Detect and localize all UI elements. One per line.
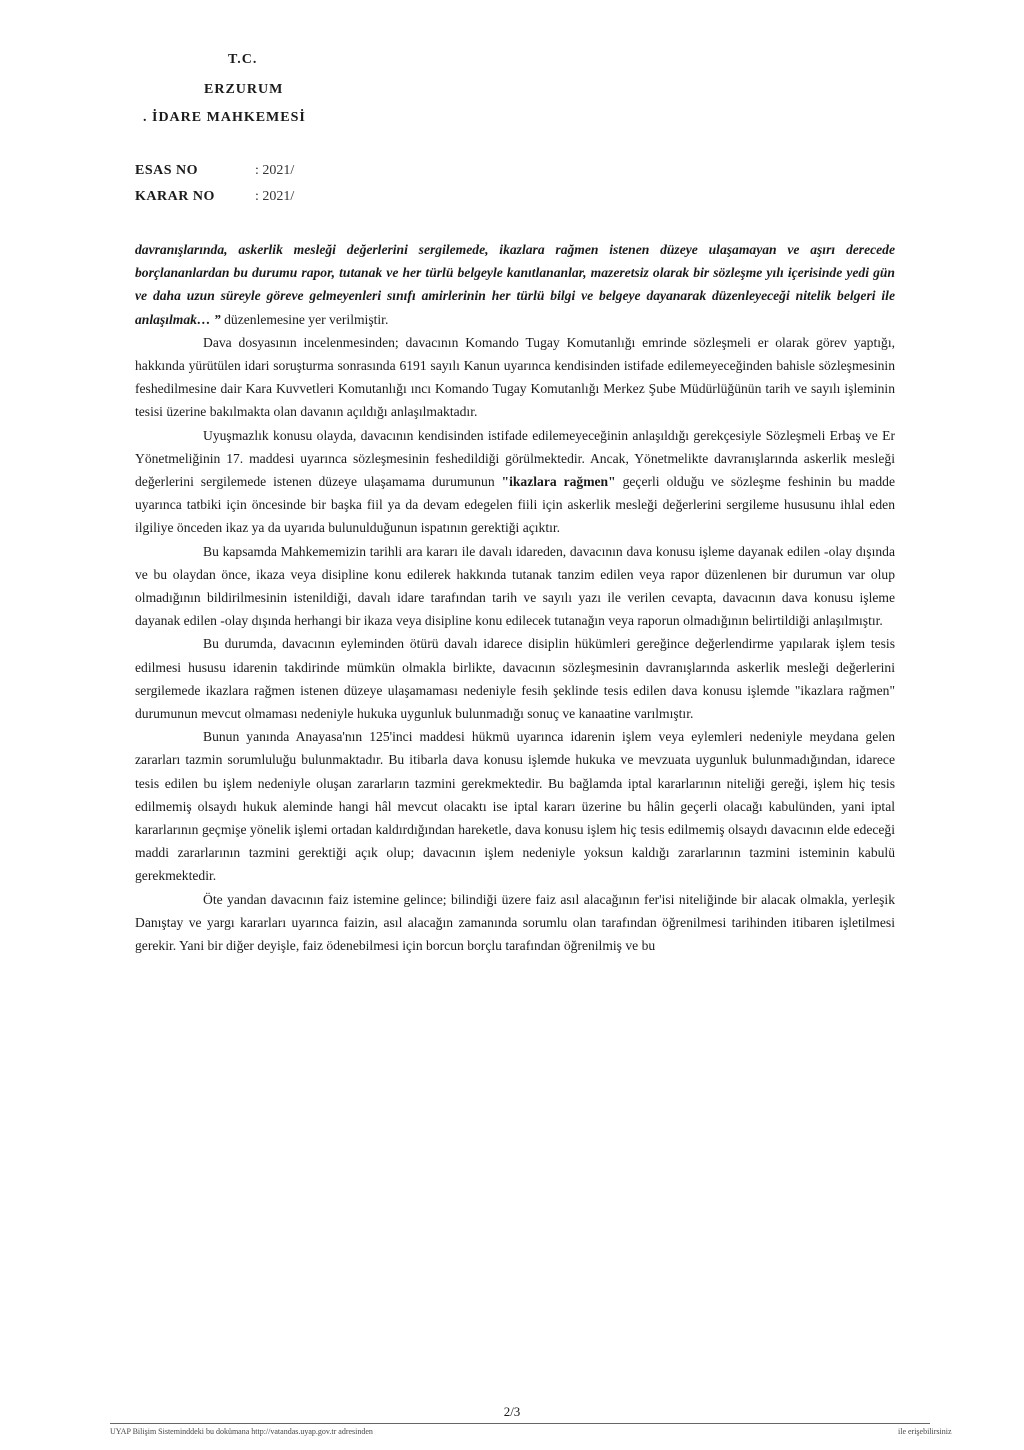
paragraph-regulation-quote [135, 238, 895, 331]
footer-access-note: ile erişebilirsiniz [898, 1427, 952, 1436]
footer-uyap-note: UYAP Bilişim Sisteminddeki bu dokümana http://vatandas.uyap.gov.tr adresinden [110, 1427, 373, 1436]
esas-no-value: : 2021/ [255, 163, 295, 178]
paragraph-case-file: Dava dosyasının incelenmesinden; davacının Komando Tugay Komutanlığı emrinde sözleşmeli er olarak görev yaptığı, hakkında yürütülen idari soruşturma sonrasında 6191 sayılı Kanun uyarınca kendisinden istifade edilemeyeceğinden bahisle sözleşmesinin feshedilmesine dair Kara Kuvvetleri Komutanlığı ıncı Komando Tugay Komutanlığı Merkez Şube Müdürlüğünün tarih ve sayılı işleminin tesisi üzerine bakılmakta olan davanın açıldığı anlaşılmaktadır. [135, 334, 895, 420]
regulation-quote: davranışlarında, askerlik mesleği değerlerini sergilemede, ikazlara rağmen istenen düzeye ulaşamayan ve aşırı derecede borçlananlardan bu durumu rapor, tutanak ve her türlü belgeyle kanıtlananlar, mazeretsiz olarak bir sözleşme yılı içerisinde yedi gün ve daha uzun süreyle göreve gelmeyenleri sınıfı amirlerinin her türlü bilgi ve belgeye dayanarak düzenleyeceği nitelik belgeri ile anlaşılmak… ” [135, 242, 895, 327]
paragraph-conclusion: Bu durumda, davacının eyleminden ötürü davalı idarece disiplin hükümleri gereğince değerlendirme yapılarak işlem tesis edilmesi hususu idarenin takdirinde mümkün olmakla birlikte, davacının sözleşmesinin davranışlarında askerlik mesleği değerlerini sergilemede ikazlara rağmen istenen düzeye ulaşamaması nedeniyle fesih şeklinde tesis edilen dava konusu işlemde "ikazlara rağmen" durumunun mevcut olmaması nedeniyle hukuka uygunluk bulunmadığı sonuç ve kanaatine varılmıştır. [135, 636, 895, 722]
paragraph-interest: Öte yandan davacının faiz istemine gelince; bilindiği üzere faiz asıl alacağının fer'isi niteliğinde bir alacak olmakla, yerleşik Danıştay ve yargı kararları uyarınca faizin, asıl alacağın zamanında sorumlu olan tarafından öğrenilmesi tarihinden itibaren işletilmesi gerekir. Yani bir diğer deyişle, faiz ödenebilmesi için borcun borçlu tarafından öğrenilmiş ve bu [135, 891, 895, 954]
header-city: ERZURUM [204, 82, 284, 97]
footer-divider [110, 1423, 930, 1424]
esas-no-label: ESAS NO [135, 163, 199, 178]
regulation-quote-tail: düzenlemesine yer verilmiştir. [220, 311, 389, 327]
header-tc: T.C. [228, 52, 258, 67]
dispute-text-b: geçerli olduğu ve sözleşme feshinin bu madde uyarınca tatbiki için öncesinde bir başka fiil ya da devam edegelen fiili için askerlik mesleği değerlerini sergileme hususunu ihlal eden ilgiliye önceden ikaz ya da uyarıda bulunulduğunun ispatının gerektiği açıktır. [135, 474, 896, 536]
dispute-text-bold: "ikazlara rağmen" [501, 474, 616, 490]
karar-no-value: : 2021/ [255, 189, 295, 204]
karar-no-label: KARAR NO [135, 189, 215, 204]
paragraph-compensation: Bunun yanında Anayasa'nın 125'inci maddesi hükmü uyarınca idarenin işlem veya eylemleri nedeniyle meydana gelen zararları tazmin sorumluluğu bulunmaktadır. Bu itibarla dava konusu işlemde hukuka ve mevzuata uygunluk bulunmadığından, idarece tesis edilen bu işlem nedeniyle oluşan zararların tazmini gerekmektedir. Bu bağlamda iptal kararlarının niteliği gereği, işlem hiç tesis edilmemiş olsaydı hukuk aleminde hangi hâl mevcut olacaktı ise iptal kararı üzerine bu hâlin geçerli olacağı kabulünden, yani iptal kararlarının geçmişe yönelik işlemi ortadan kaldırdığından hareketle, dava konusu işlem hiç tesis edilmemiş olsaydı davacının elde edeceği maddi zararlarının tazmini gerektiği açık olup; davacının işlem nedeniyle yoksun kaldığı zararlarının tazmini isteminin kabulü gerekmektedir. [135, 729, 895, 884]
document-body [135, 238, 895, 957]
paragraph-dispute [135, 424, 895, 540]
paragraph-interim-decision: Bu kapsamda Mahkememizin tarihli ara kararı ile davalı idareden, davacının dava konusu işleme dayanak edilen -olay dışında ve bu olaydan önce, ikaza veya disipline konu edilerek hakkında tutanak tanzim edilen veya rapor düzenlenen bir durumun var olup olmadığının bildirilmesinin istenildiği, davalı idare tarafından tarih ve sayılı yazı ile verilen cevapta, davacının dava konusu işleme dayanak edilen -olay dışında herhangi bir ikaza veya disipline konu edilecek tutanağın veya raporun olmadığının belirtildiği anlaşılmıştır. [135, 543, 895, 629]
karar-no-row [135, 189, 294, 205]
esas-no-row [135, 163, 294, 179]
header-court: . İDARE MAHKEMESİ [143, 110, 306, 125]
page-number: 2/3 [503, 1404, 521, 1419]
dispute-text-a: Uyuşmazlık konusu olayda, davacının kendisinden istifade edilemeyeceğinin anlaşıldığı gerekçesiyle Sözleşmeli Erbaş ve Er Yönetmeliğinin 17. maddesi uyarınca sözleşmesinin feshedildiği görülmektedir. Ancak, Yönetmelikte davranışlarında askerlik mesleği değerlerini sergilemede istenen düzeye ulaşamama durumunun [135, 427, 895, 490]
